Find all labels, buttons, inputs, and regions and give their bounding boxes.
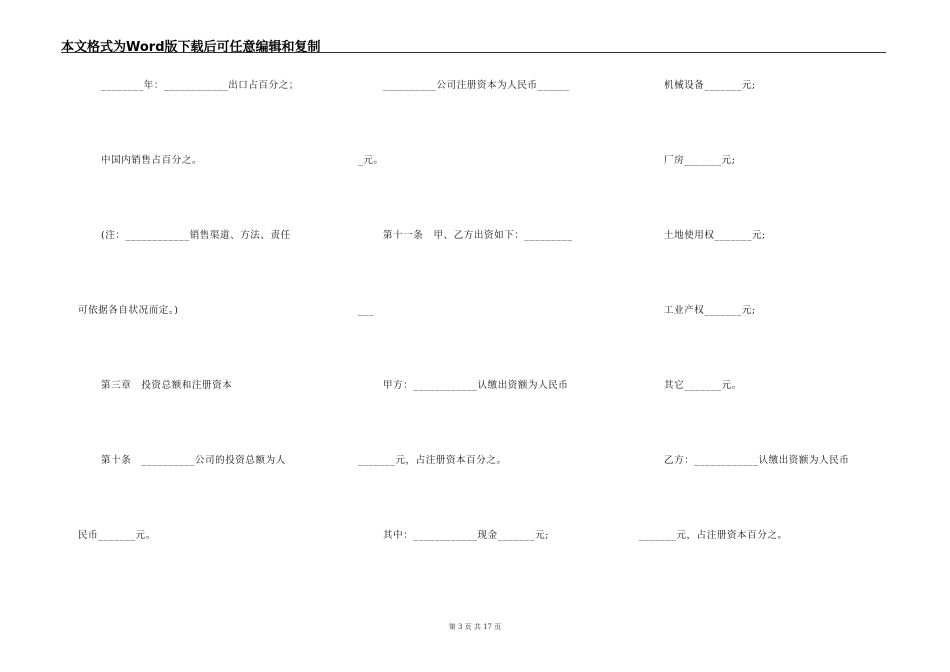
right-line-3: 土地使用权_______元; [664, 230, 766, 241]
middle-line-6: _______元，占注册资本百分之。 [358, 455, 507, 466]
left-line-3: (注：____________销售渠道、方法、责任 [101, 230, 291, 241]
right-line-6: 乙方：____________认缴出资额为人民币 [664, 455, 850, 466]
left-line-6: 第十条 __________公司的投资总额为人 [101, 455, 286, 466]
right-line-5: 其它_______元。 [664, 380, 742, 391]
left-line-4: 可依据各自状况而定。) [78, 305, 179, 316]
left-line-2: 中国内销售占百分之。 [101, 155, 203, 166]
left-line-5: 第三章 投资总额和注册资本 [101, 380, 233, 391]
middle-line-7: 其中：____________现金_______元; [383, 530, 550, 541]
header-divider [61, 52, 886, 53]
right-line-4: 工业产权_______元; [664, 305, 756, 316]
right-line-1: 机械设备_______元; [664, 80, 756, 91]
right-line-7: _______元，占注册资本百分之。 [639, 530, 788, 541]
middle-line-1: __________公司注册资本为人民币______ [383, 80, 570, 91]
left-line-1: ________年：____________出口占百分之； [101, 80, 299, 91]
page-number-footer: 第 3 页 共 17 页 [448, 623, 502, 631]
right-line-2: 厂房_______元; [664, 155, 736, 166]
document-header-title: 本文格式为Word版下载后可任意编辑和复制 [61, 40, 321, 55]
middle-line-5: 甲方：____________认缴出资额为人民币 [383, 380, 569, 391]
left-line-7: 民币_______元。 [78, 530, 156, 541]
middle-line-4: ___ [358, 305, 375, 316]
middle-line-2: _元。 [358, 155, 384, 166]
middle-line-3: 第十一条 甲、乙方出资如下：_________ [383, 230, 573, 241]
